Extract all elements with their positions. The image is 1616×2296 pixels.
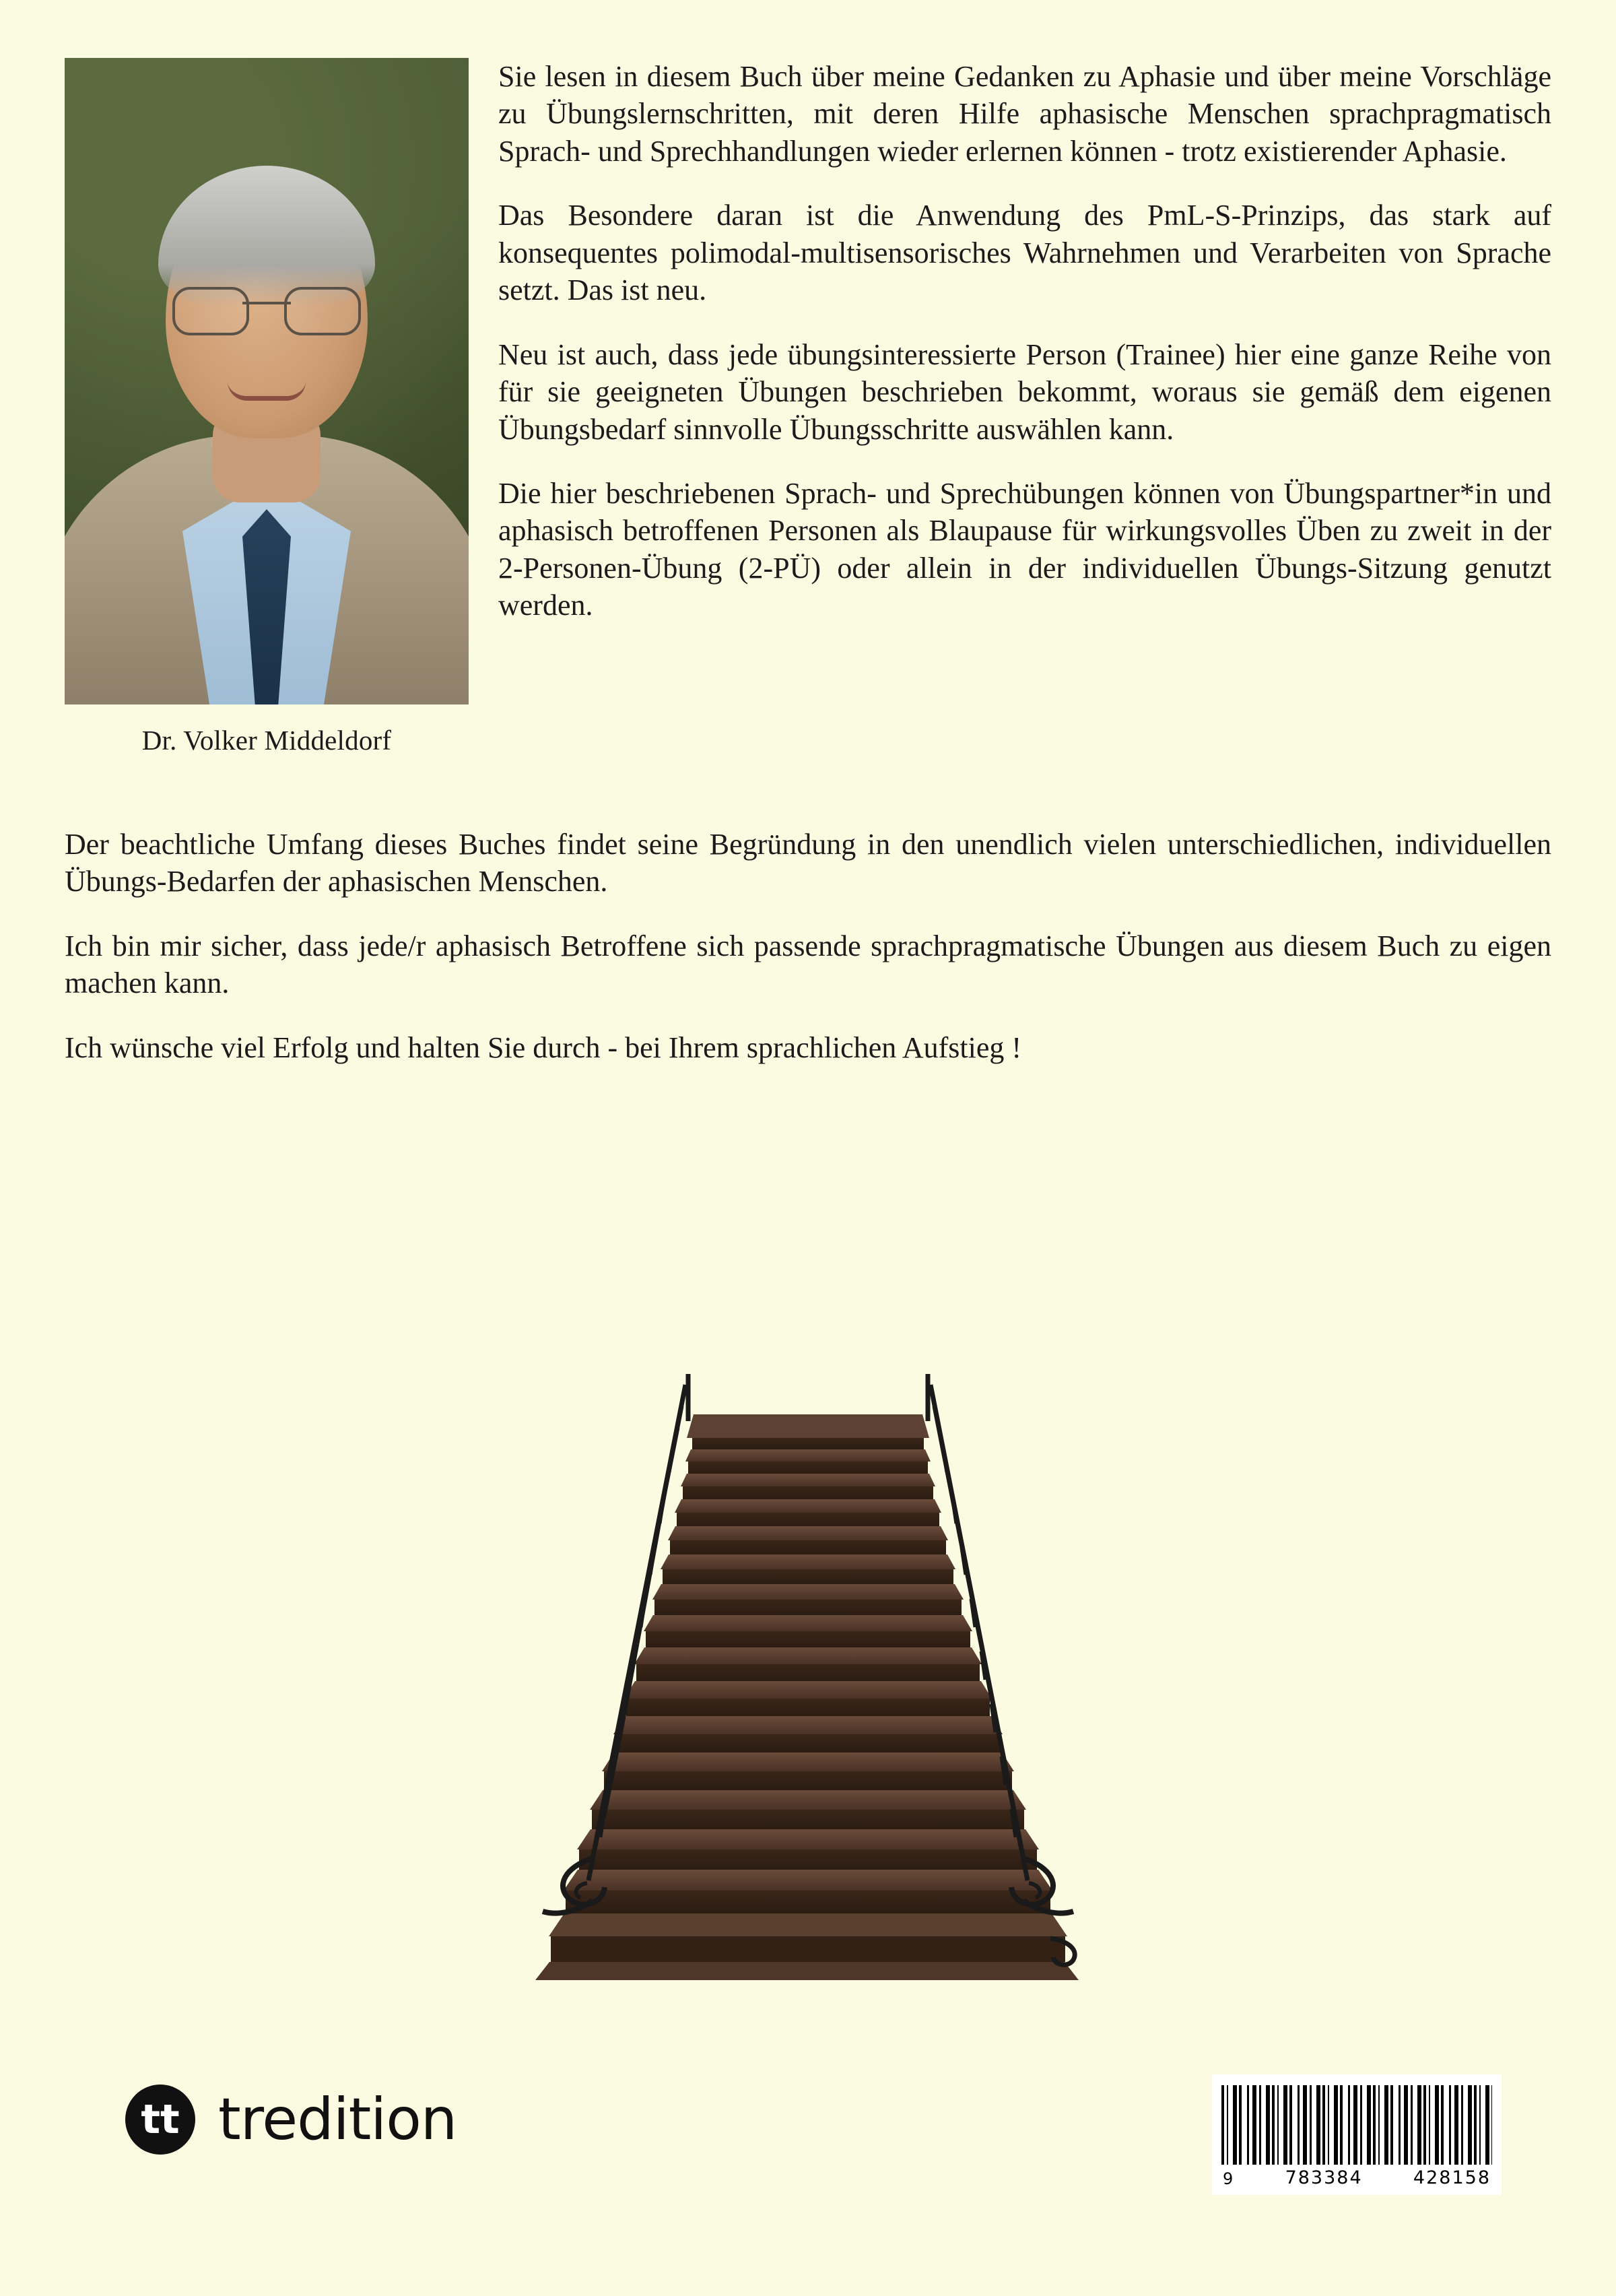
publisher-mark-icon: tt bbox=[125, 2085, 195, 2155]
barcode-digits bbox=[1221, 2165, 1492, 2188]
publisher-logo bbox=[125, 2085, 457, 2155]
stairs-illustration bbox=[0, 1320, 1616, 2000]
barcode-bars bbox=[1221, 2085, 1492, 2165]
photo-glasses bbox=[172, 287, 361, 331]
photo-glasses-bridge bbox=[242, 302, 291, 304]
blurb-paragraph: Das Besondere daran ist die Anwendung des PmL-S-Prinzips, das stark auf konsequentes polimodal-multisensorisches Wahrnehmen und Verarbeiten von Sprache setzt. Das ist neu. bbox=[498, 199, 1551, 307]
publisher-name: tredition bbox=[218, 2086, 457, 2153]
barcode-lead-digit: 9 bbox=[1223, 2169, 1235, 2188]
blurb-paragraph: Der beachtliche Umfang dieses Buches findet seine Begründung in den unendlich vielen unterschiedlichen, individuellen Übungs-Bedarfen der aphasischen Menschen. bbox=[65, 828, 1551, 898]
blurb-paragraph: Sie lesen in diesem Buch über meine Gedanken zu Aphasie und über meine Vorschläge zu Übungslernschritten, mit deren Hilfe aphasische Menschen sprachpragmatisch Sprach- und Sprechhandlungen wieder erlernen können - trotz existierender Aphasie. bbox=[498, 60, 1551, 168]
stairs-photo bbox=[411, 1320, 1205, 2000]
blurb-paragraph: Die hier beschriebenen Sprach- und Sprechübungen können von Übungspartner*in und aphasisch betroffenen Personen als Blaupause für wirkungsvolles Üben zu zweit in der 2-Personen-Übung (2-PÜ) oder allein in der individuellen Übungs-Sitzung genutzt werden. bbox=[498, 476, 1551, 622]
blurb-paragraph: Ich bin mir sicher, dass jede/r aphasisch Betroffene sich passende sprachpragmatische Übungen aus diesem Buch zu eigen machen kann. bbox=[65, 929, 1551, 1000]
author-caption: Dr. Volker Middeldorf bbox=[141, 725, 392, 756]
closing-paragraphs bbox=[65, 826, 1551, 1093]
blurb-paragraph: Neu ist auch, dass jede übungsinteressierte Person (Trainee) hier eine ganze Reihe von für sie geeigneten Übungen beschrieben bekommt, woraus sie gemäß dem eigenen Übungsbedarf sinnvolle Übungsschritte auswählen kann. bbox=[498, 337, 1551, 446]
isbn-barcode bbox=[1212, 2074, 1502, 2195]
intro-section bbox=[65, 58, 1551, 763]
blurb-paragraph: Ich wünsche viel Erfolg und halten Sie durch - bei Ihrem sprachlichen Aufstieg ! bbox=[65, 1030, 1021, 1064]
barcode-group-left: 783384 bbox=[1285, 2167, 1363, 2188]
author-figure bbox=[65, 58, 469, 758]
barcode-group-right: 428158 bbox=[1413, 2167, 1491, 2188]
photo-smile bbox=[228, 381, 306, 401]
author-photo bbox=[65, 58, 469, 704]
